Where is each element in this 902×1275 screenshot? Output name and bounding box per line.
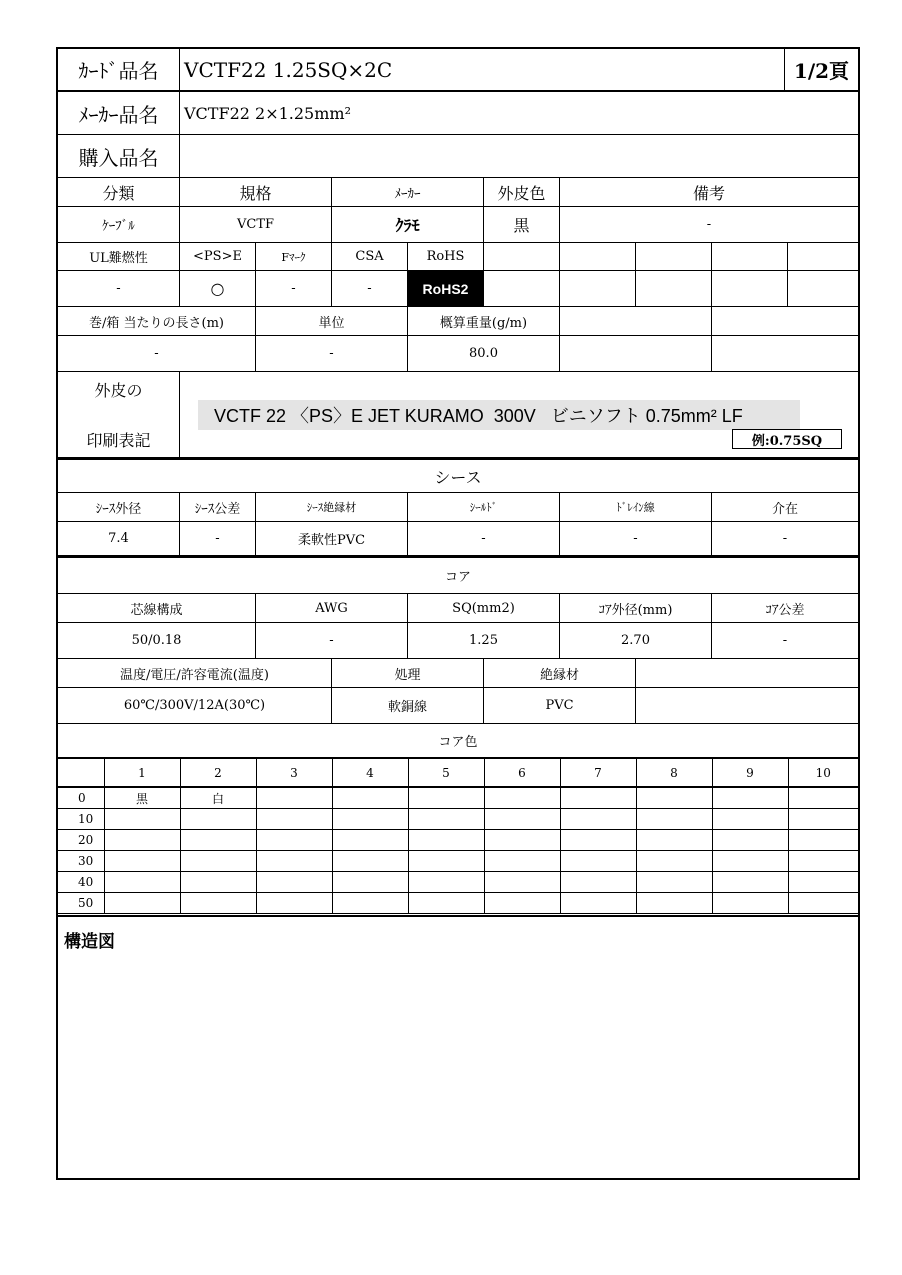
core-color-cell <box>788 872 858 893</box>
sheath-tolerance-header: ｼｰｽ公差 <box>180 493 256 521</box>
sheath-value-row <box>58 522 858 558</box>
core-color-cell <box>560 830 636 851</box>
rating-header: 温度/電圧/許容電流(温度) <box>58 659 332 687</box>
length-header-row <box>58 307 858 336</box>
classification-value-row <box>58 207 858 243</box>
printing-label <box>58 372 180 457</box>
core-title-row <box>58 558 858 594</box>
core-color-col-header <box>58 759 104 787</box>
spec-sheet <box>56 47 860 1180</box>
core-color-cell <box>636 893 712 914</box>
standard-value: VCTF <box>180 207 332 242</box>
core-header-row <box>58 594 858 623</box>
printing-text: VCTF 22 〈PS〉E JET KURAMO 300V ビニソフト 0.75mm² LF <box>198 400 800 430</box>
core-color-cell <box>408 809 484 830</box>
core-color-cell <box>104 872 180 893</box>
core-color-cell <box>636 787 712 809</box>
core-color-row-label: 30 <box>58 851 104 872</box>
maker-name-value: VCTF22 2×1.25mm² <box>184 103 351 123</box>
core-color-cell <box>104 893 180 914</box>
sheath-od-value: 7.4 <box>58 522 180 555</box>
printing-example: 例:0.75SQ <box>732 429 842 449</box>
csa-header: CSA <box>332 243 408 270</box>
core-color-col-header: 10 <box>788 759 858 787</box>
length-per-roll-value: - <box>58 336 256 371</box>
core-color-cell <box>636 830 712 851</box>
core-color-row <box>58 830 858 851</box>
core-color-row-label: 20 <box>58 830 104 851</box>
cert-value-blank <box>636 271 712 306</box>
sheath-tolerance-value: - <box>180 522 256 555</box>
ul-header: UL難燃性 <box>58 243 180 270</box>
core-color-col-header: 1 <box>104 759 180 787</box>
unit-value: - <box>256 336 408 371</box>
awg-header: AWG <box>256 594 408 622</box>
core-color-cell <box>332 851 408 872</box>
core-color-cell <box>180 872 256 893</box>
core-color-cell <box>256 787 332 809</box>
filler-header: 介在 <box>771 501 798 517</box>
core-color-row-label: 40 <box>58 872 104 893</box>
certs-header-row <box>58 243 858 271</box>
page-indicator: 1/2頁 <box>793 59 850 83</box>
card-name-row <box>58 49 858 92</box>
core-color-cell <box>636 872 712 893</box>
core-color-cell <box>180 809 256 830</box>
classification-header-row <box>58 178 858 207</box>
core-color-cell <box>788 787 858 809</box>
treatment-header: 処理 <box>332 659 484 687</box>
f-mark-value: - <box>256 271 332 306</box>
core-color-cell <box>484 872 560 893</box>
core-color-cell <box>636 851 712 872</box>
core-color-cell <box>560 893 636 914</box>
core-color-cell <box>560 872 636 893</box>
awg-value: - <box>256 623 408 658</box>
core-color-cell <box>104 809 180 830</box>
core-color-cell <box>332 830 408 851</box>
core-color-grid-wrap <box>58 759 858 917</box>
core-color-cell <box>712 809 788 830</box>
maker-name-row <box>58 92 858 135</box>
maker-name-label: ﾒｰｶｰ品名 <box>58 92 180 134</box>
length-value-row <box>58 336 858 372</box>
core-color-cell <box>332 809 408 830</box>
conditions-header-blank <box>636 659 858 687</box>
shield-value: - <box>408 522 560 555</box>
core-color-row <box>58 893 858 914</box>
core-color-col-header: 6 <box>484 759 560 787</box>
core-color-cell <box>560 851 636 872</box>
insulation-value: PVC <box>484 688 636 723</box>
core-color-col-header: 5 <box>408 759 484 787</box>
sq-header: SQ(mm2) <box>408 594 560 622</box>
core-tolerance-value: - <box>782 633 788 648</box>
core-color-col-header: 8 <box>636 759 712 787</box>
structure-label: 構造図 <box>64 932 115 952</box>
conditions-value-row <box>58 688 858 724</box>
sheath-header-row <box>58 493 858 522</box>
core-color-cell <box>408 787 484 809</box>
maker-header: ﾒｰｶｰ <box>332 178 484 206</box>
maker-value: ｸﾗﾓ <box>332 207 484 242</box>
core-color-cell <box>484 787 560 809</box>
shield-header: ｼｰﾙﾄﾞ <box>408 493 560 521</box>
core-color-cell <box>332 787 408 809</box>
card-name-label: ｶｰﾄﾞ品名 <box>58 49 180 90</box>
core-color-cell <box>408 872 484 893</box>
core-color-title: コア色 <box>438 735 478 750</box>
core-color-cell <box>256 809 332 830</box>
sheath-color-header: 外皮色 <box>484 178 560 206</box>
classification-header: 分類 <box>58 178 180 206</box>
core-color-col-header: 2 <box>180 759 256 787</box>
core-color-cell <box>256 851 332 872</box>
core-color-col-header: 3 <box>256 759 332 787</box>
printing-label-bottom: 印刷表記 <box>86 431 151 450</box>
sheath-insulation-header: ｼｰｽ絶縁材 <box>256 493 408 521</box>
core-color-cell <box>332 893 408 914</box>
cert-value-blank <box>788 271 858 306</box>
cert-value-blank <box>484 271 560 306</box>
core-color-cell: 黒 <box>104 787 180 809</box>
core-od-header: ｺｱ外径(mm) <box>560 594 712 622</box>
core-color-row <box>58 872 858 893</box>
core-color-cell <box>256 893 332 914</box>
cert-header-blank <box>788 243 858 270</box>
purchase-name-value <box>180 135 858 177</box>
core-color-cell: 白 <box>180 787 256 809</box>
sheath-title: シース <box>434 467 482 487</box>
core-color-cell <box>256 872 332 893</box>
core-color-cell <box>788 809 858 830</box>
ps-e-header: <PS>E <box>180 243 256 270</box>
core-color-row <box>58 809 858 830</box>
core-title: コア <box>444 570 471 585</box>
sheath-insulation-value: 柔軟性PVC <box>256 522 408 555</box>
core-color-cell <box>484 830 560 851</box>
cert-header-blank <box>484 243 560 270</box>
core-color-cell <box>560 787 636 809</box>
core-color-row-label: 0 <box>58 787 104 809</box>
printing-row <box>58 372 858 460</box>
core-color-cell <box>484 893 560 914</box>
core-color-table <box>58 759 858 914</box>
filler-value: - <box>782 531 788 546</box>
core-color-cell <box>180 851 256 872</box>
rating-value: 60℃/300V/12A(30℃) <box>58 688 332 723</box>
core-color-cell <box>180 893 256 914</box>
purchase-name-label: 購入品名 <box>58 135 180 177</box>
remarks-value: - <box>706 217 712 232</box>
core-color-cell <box>712 787 788 809</box>
conductor-header: 芯線構成 <box>58 594 256 622</box>
core-color-cell <box>408 830 484 851</box>
core-color-col-header: 7 <box>560 759 636 787</box>
treatment-value: 軟銅線 <box>332 688 484 723</box>
printing-label-top: 外皮の <box>94 381 143 400</box>
core-color-col-header: 9 <box>712 759 788 787</box>
core-color-cell <box>788 851 858 872</box>
conditions-header-row <box>58 659 858 688</box>
drain-wire-header: ﾄﾞﾚｲﾝ線 <box>560 493 712 521</box>
length-header-blank <box>712 307 858 335</box>
rohs-badge: RoHS2 <box>408 271 484 306</box>
drain-wire-value: - <box>560 522 712 555</box>
length-header-blank <box>560 307 712 335</box>
ps-e-value: ○ <box>180 271 256 306</box>
cert-value-blank <box>712 271 788 306</box>
purchase-name-row <box>58 135 858 178</box>
sheath-title-row <box>58 460 858 493</box>
core-color-header-row <box>58 759 858 787</box>
sq-value: 1.25 <box>408 623 560 658</box>
sheath-od-header: ｼｰｽ外径 <box>58 493 180 521</box>
core-color-row-label: 50 <box>58 893 104 914</box>
core-color-cell <box>180 830 256 851</box>
length-value-blank <box>560 336 712 371</box>
csa-value: - <box>332 271 408 306</box>
weight-header: 概算重量(g/m) <box>408 307 560 335</box>
core-color-cell <box>712 893 788 914</box>
classification-value: ｹｰﾌﾞﾙ <box>58 207 180 242</box>
standard-header: 規格 <box>180 178 332 206</box>
remarks-header: 備考 <box>692 183 725 203</box>
weight-value: 80.0 <box>408 336 560 371</box>
core-od-value: 2.70 <box>560 623 712 658</box>
unit-header: 単位 <box>256 307 408 335</box>
core-color-title-row <box>58 724 858 759</box>
core-color-cell <box>560 809 636 830</box>
rohs-header: RoHS <box>408 243 484 270</box>
ul-value: - <box>58 271 180 306</box>
card-name-value: VCTF22 1.25SQ×2C <box>180 49 785 90</box>
core-color-cell <box>712 830 788 851</box>
f-mark-header: Fﾏｰｸ <box>256 243 332 270</box>
core-color-cell <box>636 809 712 830</box>
core-color-cell <box>332 872 408 893</box>
core-color-cell <box>408 851 484 872</box>
core-color-cell <box>712 851 788 872</box>
core-color-cell <box>788 830 858 851</box>
core-color-cell <box>104 851 180 872</box>
core-color-cell <box>408 893 484 914</box>
core-color-row-label: 10 <box>58 809 104 830</box>
core-color-cell <box>484 809 560 830</box>
cert-value-blank <box>560 271 636 306</box>
core-color-cell <box>256 830 332 851</box>
core-color-cell <box>484 851 560 872</box>
core-value-row <box>58 623 858 659</box>
core-color-cell <box>788 893 858 914</box>
conditions-value-blank <box>636 688 858 723</box>
insulation-header: 絶縁材 <box>484 659 636 687</box>
structure-diagram-area <box>58 917 858 1178</box>
cert-header-blank <box>636 243 712 270</box>
certs-value-row <box>58 271 858 307</box>
length-value-blank <box>712 336 858 371</box>
sheath-color-value: 黒 <box>484 207 560 242</box>
core-tolerance-header: ｺｱ公差 <box>765 602 805 618</box>
core-color-row <box>58 851 858 872</box>
core-color-row <box>58 787 858 809</box>
core-color-cell <box>712 872 788 893</box>
length-per-roll-header: 巻/箱 当たりの長さ(m) <box>58 307 256 335</box>
core-color-cell <box>104 830 180 851</box>
cert-header-blank <box>560 243 636 270</box>
conductor-value: 50/0.18 <box>58 623 256 658</box>
core-color-col-header: 4 <box>332 759 408 787</box>
cert-header-blank <box>712 243 788 270</box>
